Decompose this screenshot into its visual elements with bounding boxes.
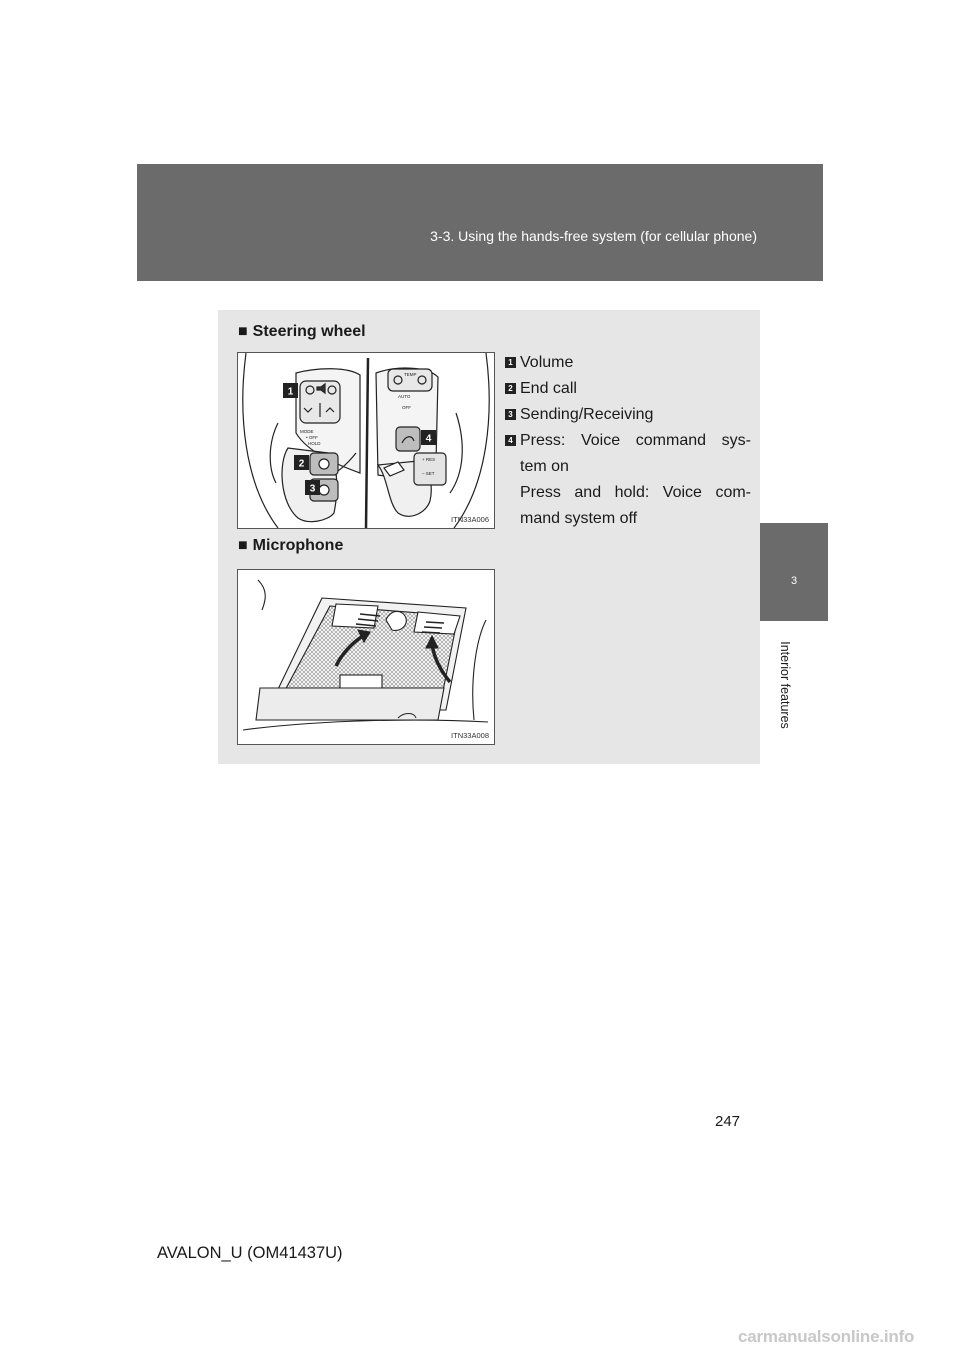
- legend-text: mand system off: [520, 510, 638, 527]
- callout-4: 4: [425, 433, 432, 445]
- callout-2: 2: [298, 458, 305, 470]
- legend-text: Press and hold: Voice com-: [520, 484, 751, 501]
- svg-text:OFF: OFF: [402, 405, 411, 410]
- svg-text:HOLD: HOLD: [308, 441, 321, 446]
- chapter-tab: [760, 523, 828, 621]
- legend-text: Volume: [520, 354, 574, 371]
- legend-text: tem on: [520, 458, 569, 475]
- microphone-heading: [238, 537, 343, 555]
- section-title: 3-3. Using the hands-free system (for cellular phone): [430, 228, 757, 244]
- legend-number: 1: [505, 357, 516, 368]
- svg-text:AUTO: AUTO: [398, 394, 411, 399]
- steering-figure-code: ITN33A006: [451, 515, 489, 524]
- svg-text:+ RES: + RES: [422, 457, 436, 462]
- callout-3: 3: [309, 483, 316, 495]
- microphone-drawing: [238, 570, 494, 744]
- steering-wheel-drawing: [238, 353, 494, 528]
- chapter-number: 3: [790, 575, 798, 587]
- legend-number: 4: [505, 435, 516, 446]
- heading-marker: ■: [238, 323, 248, 340]
- watermark: carmanualsonline.info: [738, 1327, 915, 1346]
- page-number: 247: [715, 1113, 741, 1130]
- microphone-heading-text: Microphone: [252, 537, 344, 554]
- steering-wheel-heading: [238, 323, 366, 341]
- callout-1: 1: [287, 386, 294, 398]
- legend-number: 2: [505, 383, 516, 394]
- legend-item-sending-receiving: [505, 402, 751, 428]
- legend-item-volume: [505, 350, 751, 376]
- legend-item-voice-command: [505, 428, 751, 532]
- legend-text: End call: [520, 380, 577, 397]
- steering-legend: [505, 350, 751, 532]
- svg-text:MODE: MODE: [300, 429, 314, 434]
- microphone-figure-code: ITN33A008: [451, 731, 489, 740]
- steering-wheel-heading-text: Steering wheel: [252, 323, 366, 340]
- svg-text:TEMP: TEMP: [404, 372, 417, 377]
- legend-item-end-call: [505, 376, 751, 402]
- chapter-label: [778, 635, 792, 735]
- legend-number: 3: [505, 409, 516, 420]
- svg-text:• OFF: • OFF: [306, 435, 318, 440]
- steering-wheel-illustration: [237, 352, 495, 529]
- document-id: AVALON_U (OM41437U): [157, 1244, 343, 1262]
- microphone-illustration: [237, 569, 495, 745]
- svg-text:– SET: – SET: [422, 471, 435, 476]
- chapter-label-text: Interior features: [778, 641, 792, 729]
- legend-text: Sending/Receiving: [520, 406, 654, 423]
- section-header-bar: [137, 164, 823, 281]
- heading-marker: ■: [238, 537, 248, 554]
- legend-text: Press: Voice command sys-: [520, 432, 751, 449]
